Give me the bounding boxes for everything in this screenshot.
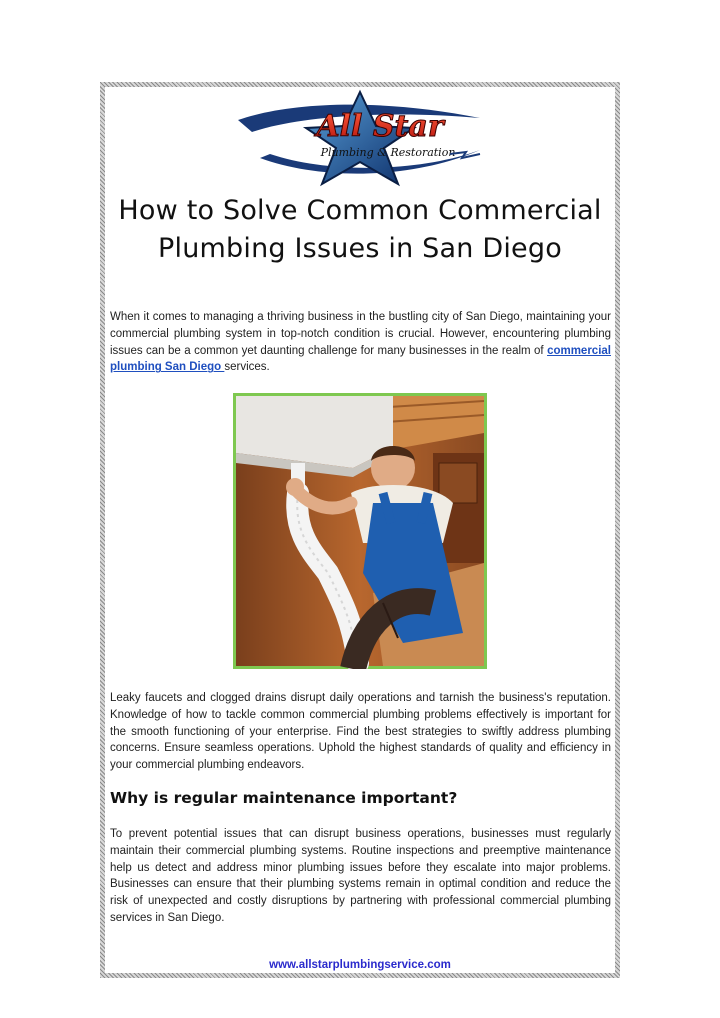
allstar-logo bbox=[230, 88, 490, 188]
body-paragraph-2: To prevent potential issues that can disrupt business operations, businesses must regularly maintain their commercial plumbing systems. Routine inspections and preemptive maintenance help us detect and address minor plumbing issues before they escalate into major problems. Businesses can ensure that their plumbing systems remain in optimal condition and reduce the risk of unexpected and costly disruptions by partnering with professional commercial plumbing services in San Diego. bbox=[110, 828, 611, 924]
footer-website-link[interactable]: www.allstarplumbingservice.com bbox=[269, 959, 451, 971]
logo-tagline: Plumbing & Restoration bbox=[320, 146, 456, 159]
body-paragraph-1: Leaky faucets and clogged drains disrupt daily operations and tarnish the business's reputation. Knowledge of how to tackle common commercial plumbing problems effectively is important for the smooth functioning of your enterprise. Find the best strategies to swiftly address plumbing concerns. Ensure seamless operations. Uphold the highest standards of quality and efficiency in your commercial plumbing endeavors. bbox=[110, 692, 611, 772]
commercial-plumbing-link[interactable]: commercial plumbing San Diego bbox=[110, 344, 611, 374]
logo-brand-text: All Star bbox=[316, 109, 444, 144]
intro-paragraph: When it comes to managing a thriving business in the bustling city of San Diego, maintaining your commercial plumbing system in top-notch condition is crucial. However, encountering plumbing issues can be a common yet daunting challenge for many businesses in the realm of commercial plumbing San Diego services. bbox=[110, 311, 611, 374]
section-heading: Why is regular maintenance important? bbox=[110, 789, 458, 807]
page-title: How to Solve Common Commercial Plumbing Issues in San Diego bbox=[118, 195, 602, 264]
plumber-photo bbox=[233, 393, 487, 669]
